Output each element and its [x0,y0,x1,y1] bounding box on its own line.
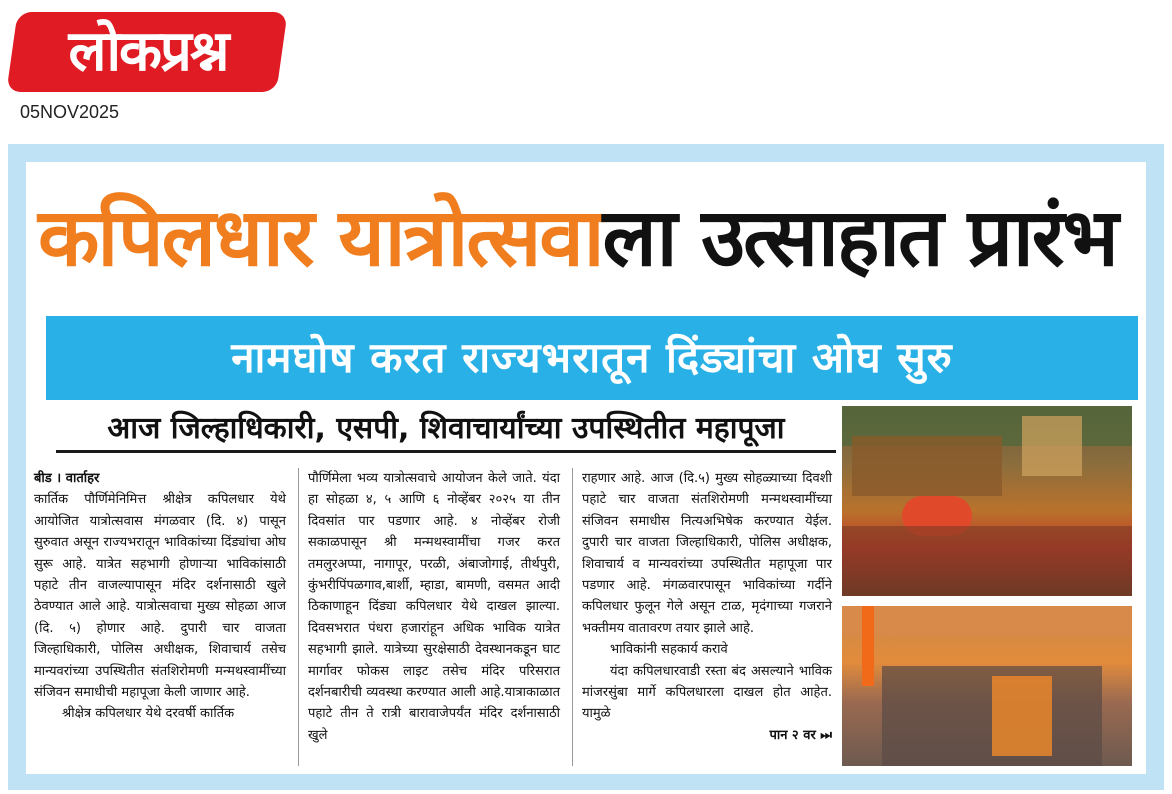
deck-line [56,408,836,453]
continued-on [582,725,832,746]
deck-text: आज जिल्हाधिकारी, एसपी, शिवाचार्यांच्या उपस्थितीत महापूजा [107,411,785,446]
masthead-logo [8,2,288,100]
paragraph: पौर्णिमेला भव्य यात्रोत्सवाचे आयोजन केले जाते. यंदा हा सोहळा ४, ५ आणि ६ नोव्हेंबर २०२५ या तीन दिवसांत पार पडणार आहे. ४ नोव्हेंबर रोजी सकाळपासून श्री मन्मथस्वामींचा गजर करत तमलुरअप्पा, नागापूर, परळी, अंबाजोगाई, तीर्थपुरी, कुंभरीपिंपळगाव,बार्शी, म्हाडा, बामणी, वसमत आदी ठिकाणाहून दिंड्या कपिलधार येथे दाखल झाल्या. दिवसभरात पंधरा हजारांहून अधिक भाविक यात्रेत सहभागी झाले. यात्रेच्या सुरक्षेसाठी देवस्थानकडून घाट मार्गावर फोकस लाइट तसेच मंदिर परिसरात दर्शनबारीची व्यवस्था करण्यात आली आहे.यात्राकाळात पहाटे तीन ते रात्री बारावाजेपर्यंत मंदिर दर्शनासाठी खुले [308,471,560,743]
headline-highlight: कपिलधार यात्रोत्सव [38,191,603,284]
subsection-heading: भाविकांनी सहकार्य करावे [610,642,728,658]
procession-photo [842,606,1132,766]
article-column-1 [34,468,286,725]
paragraph: यंदा कपिलधारवाडी रस्ता बंद असल्याने भाविक मांजरसुंबा मार्गे कपिलधारला दाखल होत आहेत. यामुळे [582,663,832,722]
edition-date: 05NOV2025 [20,102,120,122]
headline-rest: ाला उत्साहात प्रारंभ [602,191,1117,284]
paragraph-text: कार्तिक पौर्णिमेनिमित्त श्रीक्षेत्र कपिलधार येथे आयोजित यात्रोत्सवास मंगळवार (दि. ४) पासून सुरुवात असून राज्यभरातून भाविकांच्या दिंड्यांचा ओघ सुरू आहे. यात्रेत सहभागी होणाऱ्या भाविकांसाठी पहाटे तीन वाजल्यापासून मंदिर दर्शनासाठी खुले ठेवण्यात आले आहे. यात्रोत्सवाचा मुख्य सोहळा आज (दि. ५) होणार आहे. दुपारी चार वाजता जिल्हाधिकारी, पोलिस अधीक्षक, शिवाचार्य तसेच मान्यवरांच्या उपस्थितीत संतशिरोमणी मन्मथस्वामींच्या संजिवन समाधीची महापूजा केली जाणार आहे. [34,492,286,701]
paragraph: राहणार आहे. आज (दि.५) मुख्य सोहळ्याच्या दिवशी पहाटे चार वाजता संतशिरोमणी मन्मथस्वामींच्या संजिवन समाधीस नित्यअभिषेक करण्यात येईल. दुपारी चार वाजता जिल्हाधिकारी, पोलिस अधीक्षक, शिवाचार्य व मान्यवरांच्या उपस्थितीत महापूजा पार पडणार आहे. मंगळवारपासून भाविकांच्या गर्दीने कपिलधार फुलून गेले असून टाळ, मृदंगाच्या गजराने भक्तीमय वातावरण तयार झाले आहे. [582,471,832,636]
article-column-2 [308,468,560,746]
column-divider [572,468,573,766]
subheadline-banner [46,316,1138,400]
temple-crowd-photo [842,406,1132,596]
article-column-3 [582,468,832,746]
headline [38,182,1138,294]
paragraph [34,468,286,703]
article-clipping [26,162,1146,774]
paragraph: श्रीक्षेत्र कपिलधार येथे दरवर्षी कार्तिक [62,706,235,722]
byline: बीड । वार्ताहर [34,471,100,486]
logo-text: लोकप्रश्न [68,19,228,84]
jump-text: पान २ वर ⏭ [769,727,832,743]
subheadline: नामघोष करत राज्यभरातून दिंड्यांचा ओघ सुरु [231,333,953,382]
column-divider [298,468,299,766]
